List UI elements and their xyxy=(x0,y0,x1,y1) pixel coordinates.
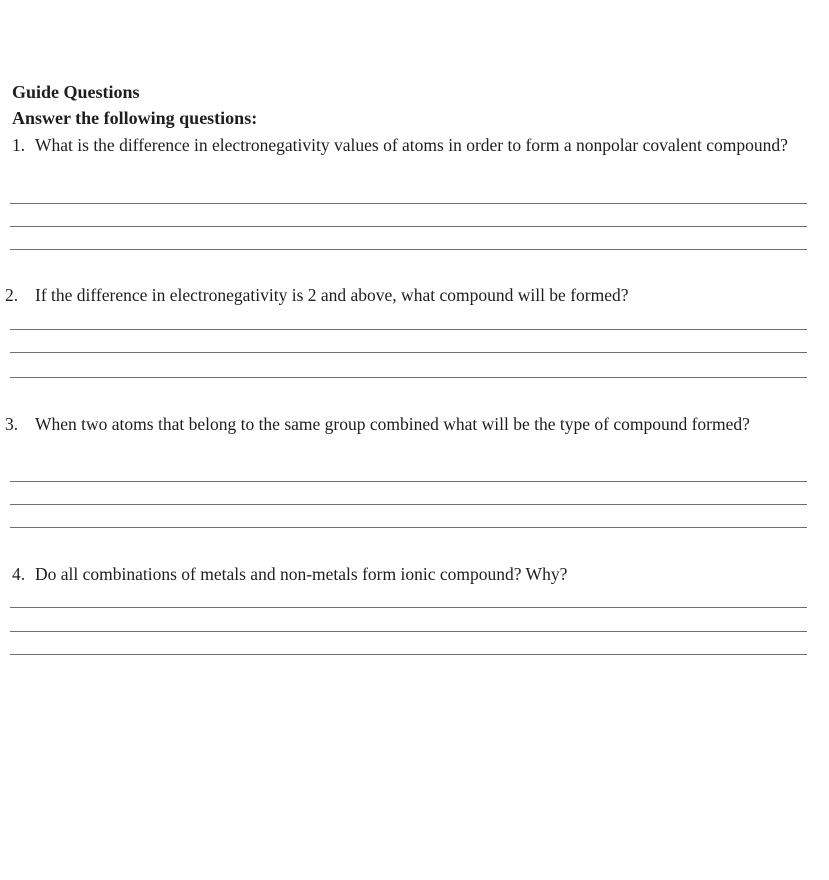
question-text: What is the difference in electronegativity values of atoms in order to form a nonpolar covalent compound? xyxy=(35,135,788,155)
answer-line[interactable] xyxy=(10,607,807,608)
answer-line[interactable] xyxy=(10,249,807,250)
instruction-text: Answer the following questions: xyxy=(12,108,258,128)
answer-line[interactable] xyxy=(10,527,807,528)
page-title: Guide Questions xyxy=(12,82,140,102)
answer-line[interactable] xyxy=(10,203,807,204)
question-text: If the difference in electronegativity is 2 and above, what compound will be formed? xyxy=(35,285,629,305)
answer-line[interactable] xyxy=(10,654,807,655)
answer-line[interactable] xyxy=(10,377,807,378)
question-number: 3. xyxy=(5,414,19,434)
answer-line[interactable] xyxy=(10,352,807,353)
question-text: Do all combinations of metals and non-metals form ionic compound? Why? xyxy=(35,564,568,584)
question-number: 1. xyxy=(12,135,26,155)
question-number: 4. xyxy=(12,564,26,584)
question-text: When two atoms that belong to the same group combined what will be the type of compound formed? xyxy=(35,414,750,434)
answer-line[interactable] xyxy=(10,481,807,482)
answer-line[interactable] xyxy=(10,504,807,505)
answer-line[interactable] xyxy=(10,226,807,227)
answer-line[interactable] xyxy=(10,329,807,330)
answer-line[interactable] xyxy=(10,631,807,632)
question-number: 2. xyxy=(5,285,19,305)
